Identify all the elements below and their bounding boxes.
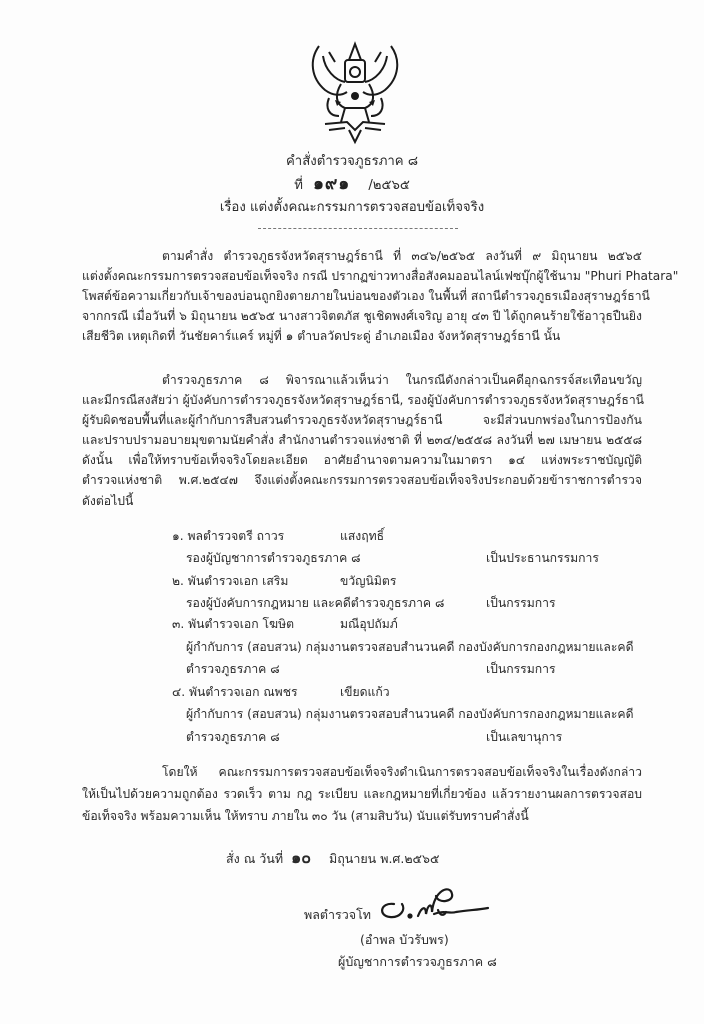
paragraph2-line: ดังต่อไปนี้ <box>82 494 134 508</box>
member-position: ผู้กำกับการ (สอบสวน) กลุ่มงานตรวจสอบสำนวนคดี กองบังคับการกองกฎหมายและคดี <box>186 707 634 721</box>
signer-rank: พลตำรวจโท <box>304 907 372 922</box>
signer-name: (อำพล บัวรับพร) <box>360 932 449 947</box>
member-name: ๑. พลตำรวจตรี ถาวร <box>172 529 285 543</box>
member-position: ผู้กำกับการ (สอบสวน) กลุ่มงานตรวจสอบสำนวนคดี กองบังคับการกองกฎหมายและคดี <box>186 640 634 654</box>
order-title: คำสั่งตำรวจภูธรภาค ๘ <box>285 154 418 169</box>
member-role: เป็นกรรมการ <box>486 596 556 610</box>
member-role: เป็นประธานกรรมการ <box>486 551 599 565</box>
paragraph2-line: ดังนั้น เพื่อให้ทราบข้อเท็จจริงโดยละเอียด อาศัยอำนาจตามความในมาตรา ๑๔ แห่งพระราชบัญญัติ <box>82 453 642 467</box>
member-role: เป็นกรรมการ <box>486 662 556 676</box>
paragraph3-line: โดยให้ คณะกรรมการตรวจสอบข้อเท็จจริงดำเนินการตรวจสอบข้อเท็จจริงในเรื่องดังกล่าว <box>162 765 642 779</box>
member-position: ตำรวจภูธรภาค ๘ <box>186 662 280 676</box>
member-surname: ขวัญนิมิตร <box>340 574 397 588</box>
paragraph2-line: ตำรวจแห่งชาติ พ.ศ.๒๕๔๗ จึงแต่งตั้งคณะกรรมการตรวจสอบข้อเท็จจริงประกอบด้วยข้าราชการตำรวจ <box>82 473 642 487</box>
paragraph3-line: ให้เป็นไปด้วยความถูกต้อง รวดเร็ว ตาม กฎ ระเบียบ และกฎหมายที่เกี่ยวข้อง แล้วรายงานผลการตรวจสอบ <box>82 787 642 801</box>
member-name: ๓. พันตำรวจเอก โฆษิต <box>172 617 295 631</box>
paragraph1-line: จากกรณี เมื่อวันที่ ๖ มิถุนายน ๒๕๖๕ นางสาวจิตตภัส ชูเชิดพงศ์เจริญ อายุ ๔๓ ปี ได้ถูกคนร้ายใช้อาวุธปืนยิง <box>82 309 642 323</box>
paragraph3-line: ข้อเท็จจริง พร้อมความเห็น ให้ทราบ ภายใน ๓๐ วัน (สามสิบวัน) นับแต่รับทราบคำสั่งนี้ <box>82 809 529 823</box>
paragraph1-line: แต่งตั้งคณะกรรมการตรวจสอบข้อเท็จจริง กรณี ปรากฏข่าวทางสื่อสังคมออนไลน์เฟซบุ๊กผู้ใช้นาม "Phuri Phatara" <box>82 269 679 283</box>
member-surname: แสงฤทธิ์ <box>340 529 385 543</box>
date-day-handwritten: ๑๐ <box>291 848 311 867</box>
order-number <box>0 174 704 196</box>
member-position: รองผู้บัญชาการตำรวจภูธรภาค ๘ <box>186 551 361 565</box>
order-date <box>226 848 439 869</box>
order-number-handwritten: ๑๙๑ <box>313 174 351 194</box>
member-position: ตำรวจภูธรภาค ๘ <box>186 730 280 744</box>
signer-title: ผู้บัญชาการตำรวจภูธรภาค ๘ <box>338 954 497 969</box>
member-role: เป็นเลขานุการ <box>486 730 563 744</box>
member-name: ๔. พันตำรวจเอก ณพชร <box>172 685 298 699</box>
paragraph1-line: โพสต์ข้อความเกี่ยวกับเจ้าของบ่อนถูกยิงตายภายในบ่อนของตัวเอง ในพื้นที่ สถานีตำรวจภูธรเมืองสุราษฎร์ธานี <box>82 289 650 303</box>
member-surname: เขียดแก้ว <box>340 685 390 699</box>
order-number-prefix: ที่ <box>294 178 303 193</box>
date-month-year: มิถุนายน พ.ศ.๒๕๖๕ <box>328 851 440 866</box>
order-subject: เรื่อง แต่งตั้งคณะกรรมการตรวจสอบข้อเท็จจริง <box>219 200 485 215</box>
garuda-emblem-icon <box>305 38 405 148</box>
paragraph2-line: และปราบปรามอบายมุขตามนัยคำสั่ง สำนักงานตำรวจแห่งชาติ ที่ ๒๓๔/๒๕๕๘ ลงวันที่ ๒๗ เมษายน ๒๕๕๘ <box>82 433 642 447</box>
paragraph2-line: ผู้รับผิดชอบพื้นที่และผู้กำกับการสืบสวนตำรวจภูธรจังหวัดสุราษฎร์ธานี จะมีส่วนบกพร่องในการป้องกัน <box>82 413 642 427</box>
handwritten-signature-icon <box>372 880 492 922</box>
member-surname: มณีอุปถัมภ์ <box>340 617 398 631</box>
paragraph2-line: และมีกรณีสงสัยว่า ผู้บังคับการตำรวจภูธรจังหวัดสุราษฎร์ธานี, รองผู้บังคับการตำรวจภูธรจังหวัดสุราษฎร์ธานี <box>82 393 644 407</box>
paragraph2-line: ตำรวจภูธรภาค ๘ พิจารณาแล้วเห็นว่า ในกรณีดังกล่าวเป็นคดีอุกฉกรรจ์สะเทือนขวัญ <box>162 373 642 387</box>
order-number-year: /๒๕๖๕ <box>368 178 410 193</box>
header-divider <box>258 228 458 229</box>
paragraph1-line: เสียชีวิต เหตุเกิดที่ วันชัยคาร์แคร์ หมู่ที่ ๑ ตำบลวัดประดู่ อำเภอเมือง จังหวัดสุราษฎร์ธานี นั้น <box>82 329 561 343</box>
member-position: รองผู้บังคับการกฎหมาย และคดีตำรวจภูธรภาค ๘ <box>186 596 445 610</box>
member-name: ๒. พันตำรวจเอก เสริม <box>172 574 289 588</box>
date-prefix: สั่ง ณ วันที่ <box>226 851 284 866</box>
paragraph1-line: ตามคำสั่ง ตำรวจภูธรจังหวัดสุราษฎร์ธานี ที่ ๓๔๖/๒๕๖๕ ลงวันที่ ๙ มิถุนายน ๒๕๖๕ <box>162 249 642 263</box>
